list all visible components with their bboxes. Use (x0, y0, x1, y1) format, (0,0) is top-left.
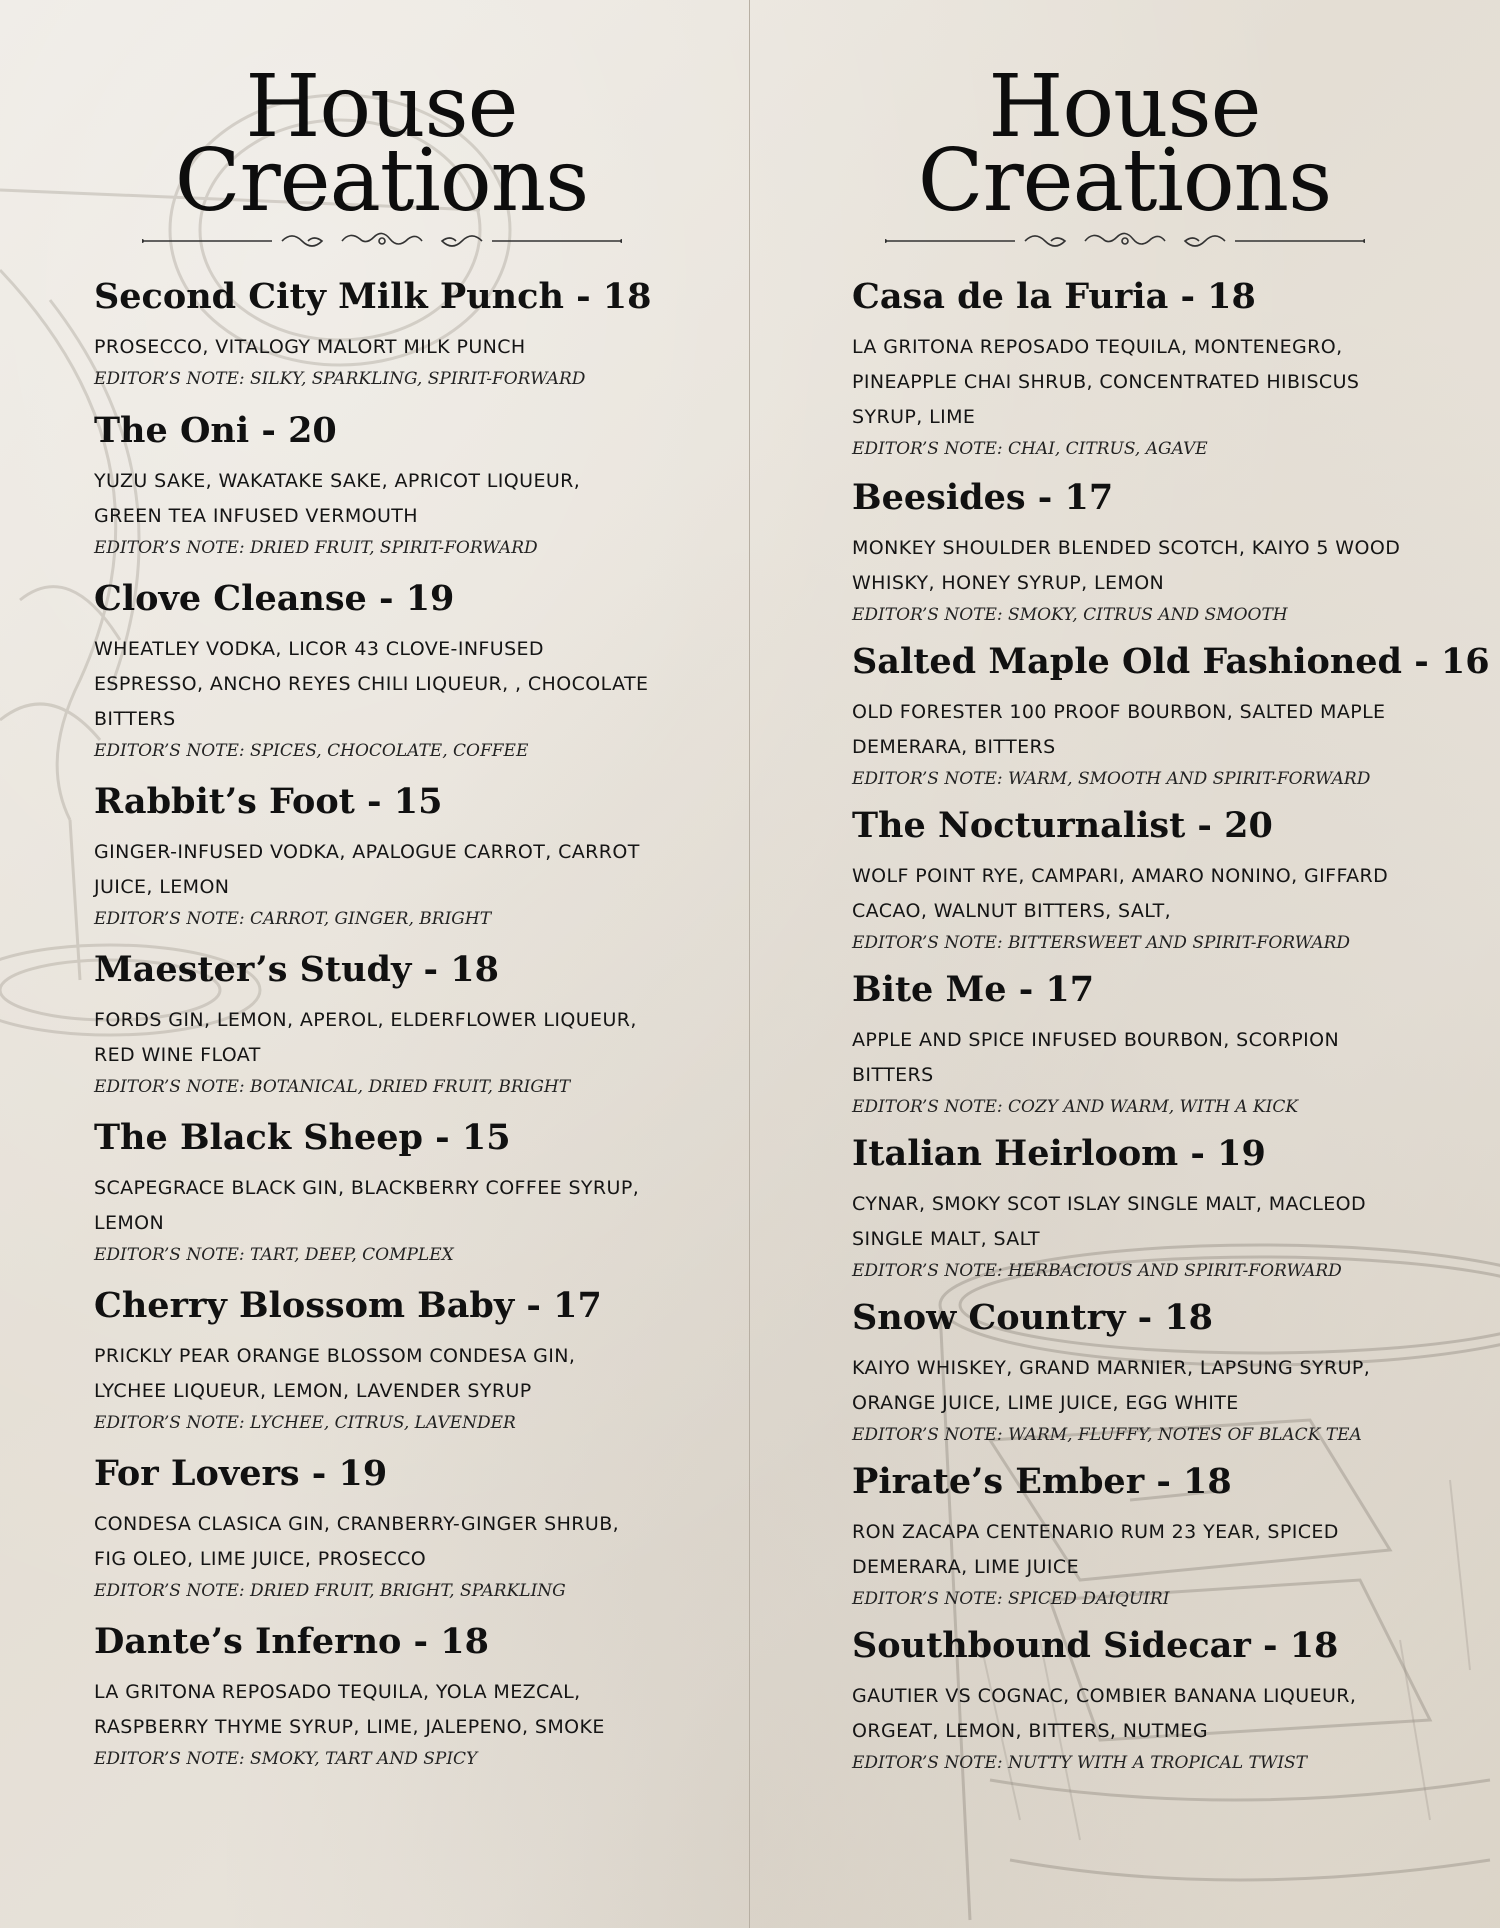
drink-item (852, 969, 1422, 1121)
drink-name: Casa de la Furia - 18 (852, 276, 1256, 317)
drink-item (852, 1133, 1422, 1285)
drink-name: The Black Sheep - 15 (94, 1117, 511, 1158)
heading-line-1: House (245, 57, 518, 157)
editor-note: EDITOR’S NOTE: COZY AND WARM, WITH A KICK (852, 1097, 1299, 1117)
drink-item (94, 781, 654, 933)
drink-item (852, 805, 1422, 957)
drink-item (94, 1285, 654, 1437)
editor-note: EDITOR’S NOTE: HERBACIOUS AND SPIRIT-FORWARD (852, 1261, 1342, 1281)
drink-ingredients: CONDESA CLASICA GIN, CRANBERRY-GINGER SHRUB, FIG OLEO, LIME JUICE, PROSECCO (94, 1513, 620, 1570)
drink-name: Second City Milk Punch - 18 (94, 276, 652, 317)
flourish-divider (885, 230, 1365, 252)
center-divider (749, 0, 750, 1928)
drink-item (852, 641, 1490, 793)
drink-name: Dante’s Inferno - 18 (94, 1621, 489, 1662)
drink-name: The Oni - 20 (94, 410, 337, 451)
drink-ingredients: RON ZACAPA CENTENARIO RUM 23 YEAR, SPICED DEMERARA, LIME JUICE (852, 1521, 1339, 1578)
editor-note: EDITOR’S NOTE: NUTTY WITH A TROPICAL TWIST (852, 1753, 1308, 1773)
drink-item (94, 1621, 654, 1773)
editor-note: EDITOR’S NOTE: CHAI, CITRUS, AGAVE (852, 439, 1208, 459)
editor-note: EDITOR’S NOTE: WARM, FLUFFY, NOTES OF BLACK TEA (852, 1425, 1362, 1445)
drink-name: The Nocturnalist - 20 (852, 805, 1273, 846)
drink-item (94, 578, 654, 765)
drink-ingredients: MONKEY SHOULDER BLENDED SCOTCH, KAIYO 5 WOOD WHISKY, HONEY SYRUP, LEMON (852, 537, 1401, 594)
flourish-divider (142, 230, 622, 252)
drink-item (852, 477, 1422, 629)
editor-note: EDITOR’S NOTE: SPICED DAIQUIRI (852, 1589, 1170, 1609)
drink-item (852, 1297, 1422, 1449)
editor-note: EDITOR’S NOTE: WARM, SMOOTH AND SPIRIT-FORWARD (852, 769, 1371, 789)
drink-ingredients: GINGER-INFUSED VODKA, APALOGUE CARROT, CARROT JUICE, LEMON (94, 841, 640, 898)
drink-ingredients: KAIYO WHISKEY, GRAND MARNIER, LAPSUNG SYRUP, ORANGE JUICE, LIME JUICE, EGG WHITE (852, 1357, 1371, 1414)
drink-ingredients: CYNAR, SMOKY SCOT ISLAY SINGLE MALT, MACLEOD SINGLE MALT, SALT (852, 1193, 1367, 1250)
drink-name: Cherry Blossom Baby - 17 (94, 1285, 602, 1326)
editor-note: EDITOR’S NOTE: BITTERSWEET AND SPIRIT-FORWARD (852, 933, 1351, 953)
drink-ingredients: PRICKLY PEAR ORANGE BLOSSOM CONDESA GIN, LYCHEE LIQUEUR, LEMON, LAVENDER SYRUP (94, 1345, 576, 1402)
drink-item (852, 1625, 1422, 1777)
drink-name: Italian Heirloom - 19 (852, 1133, 1266, 1174)
heading-line-1: House (988, 57, 1261, 157)
drink-ingredients: OLD FORESTER 100 PROOF BOURBON, SALTED MAPLE DEMERARA, BITTERS (852, 701, 1386, 758)
drink-name: Salted Maple Old Fashioned - 16 (852, 641, 1490, 682)
drink-item (94, 949, 654, 1101)
editor-note: EDITOR’S NOTE: SPICES, CHOCOLATE, COFFEE (94, 741, 529, 761)
drink-ingredients: GAUTIER VS COGNAC, COMBIER BANANA LIQUEUR, ORGEAT, LEMON, BITTERS, NUTMEG (852, 1685, 1357, 1742)
drink-name: Maester’s Study - 18 (94, 949, 499, 990)
editor-note: EDITOR’S NOTE: TART, DEEP, COMPLEX (94, 1245, 454, 1265)
editor-note: EDITOR’S NOTE: SMOKY, TART AND SPICY (94, 1749, 478, 1769)
drink-item (852, 276, 1422, 463)
drink-name: Beesides - 17 (852, 477, 1114, 518)
drink-item (94, 276, 654, 393)
drink-item (852, 1461, 1422, 1613)
heading-line-2: Creations (174, 131, 589, 231)
drink-item (94, 1117, 654, 1269)
drink-ingredients: LA GRITONA REPOSADO TEQUILA, YOLA MEZCAL, RASPBERRY THYME SYRUP, LIME, JALEPENO, SMOKE (94, 1681, 605, 1738)
drink-ingredients: YUZU SAKE, WAKATAKE SAKE, APRICOT LIQUEUR, GREEN TEA INFUSED VERMOUTH (94, 470, 581, 527)
right-heading (852, 57, 1397, 252)
drink-item (94, 410, 654, 562)
editor-note: EDITOR’S NOTE: BOTANICAL, DRIED FRUIT, BRIGHT (94, 1077, 571, 1097)
drink-ingredients: LA GRITONA REPOSADO TEQUILA, MONTENEGRO, PINEAPPLE CHAI SHRUB, CONCENTRATED HIBISCUS SYRUP, LIME (852, 336, 1360, 428)
drink-name: Snow Country - 18 (852, 1297, 1214, 1338)
drink-ingredients: PROSECCO, VITALOGY MALORT MILK PUNCH (94, 336, 526, 358)
drink-name: Rabbit’s Foot - 15 (94, 781, 443, 822)
editor-note: EDITOR’S NOTE: SILKY, SPARKLING, SPIRIT-FORWARD (94, 369, 586, 389)
editor-note: EDITOR’S NOTE: SMOKY, CITRUS AND SMOOTH (852, 605, 1288, 625)
drink-name: Southbound Sidecar - 18 (852, 1625, 1339, 1666)
drink-ingredients: WOLF POINT RYE, CAMPARI, AMARO NONINO, GIFFARD CACAO, WALNUT BITTERS, SALT, (852, 865, 1389, 922)
drink-name: Pirate’s Ember - 18 (852, 1461, 1232, 1502)
heading-line-2: Creations (917, 131, 1332, 231)
drink-ingredients: WHEATLEY VODKA, LICOR 43 CLOVE-INFUSED ESPRESSO, ANCHO REYES CHILI LIQUEUR, , CHOCOLATE BITTERS (94, 638, 649, 730)
left-heading (94, 57, 669, 252)
drink-item (94, 1453, 654, 1605)
editor-note: EDITOR’S NOTE: DRIED FRUIT, SPIRIT-FORWARD (94, 538, 538, 558)
drink-ingredients: APPLE AND SPICE INFUSED BOURBON, SCORPION BITTERS (852, 1029, 1340, 1086)
drink-name: Bite Me - 17 (852, 969, 1095, 1010)
drink-name: For Lovers - 19 (94, 1453, 388, 1494)
editor-note: EDITOR’S NOTE: LYCHEE, CITRUS, LAVENDER (94, 1413, 516, 1433)
drink-ingredients: FORDS GIN, LEMON, APEROL, ELDERFLOWER LIQUEUR, RED WINE FLOAT (94, 1009, 637, 1066)
editor-note: EDITOR’S NOTE: DRIED FRUIT, BRIGHT, SPARKLING (94, 1581, 566, 1601)
drink-ingredients: SCAPEGRACE BLACK GIN, BLACKBERRY COFFEE SYRUP, LEMON (94, 1177, 640, 1234)
editor-note: EDITOR’S NOTE: CARROT, GINGER, BRIGHT (94, 909, 492, 929)
drink-name: Clove Cleanse - 19 (94, 578, 455, 619)
